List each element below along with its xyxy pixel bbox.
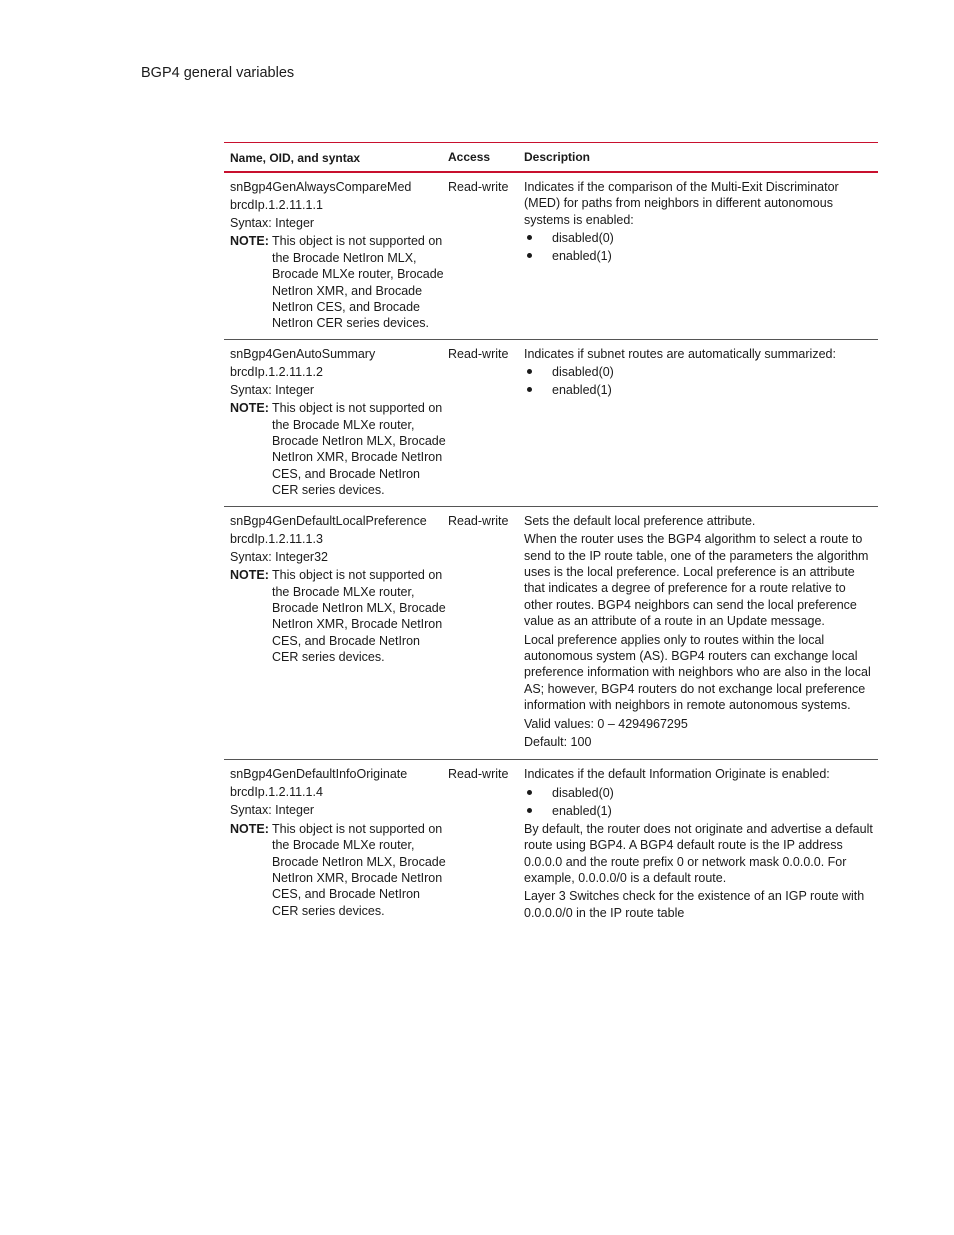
table-row xyxy=(224,173,878,340)
bullet-icon xyxy=(524,785,552,801)
note-label: NOTE: xyxy=(230,568,269,583)
cell-name-oid-syntax xyxy=(224,513,448,753)
page-header: BGP4 general variables xyxy=(141,65,295,81)
object-syntax: Syntax: Integer xyxy=(230,216,315,230)
description-paragraph: Valid values: 0 – 4294967295 xyxy=(524,716,688,731)
object-oid: brcdIp.1.2.11.1.4 xyxy=(230,785,323,800)
object-oid: brcdIp.1.2.11.1.2 xyxy=(230,364,323,379)
support-note xyxy=(230,567,448,665)
table-header-row xyxy=(224,143,878,173)
bullet-text: disabled(0) xyxy=(552,785,614,800)
object-name: snBgp4GenDefaultInfoOriginate xyxy=(230,767,408,782)
cell-description xyxy=(524,346,878,499)
object-oid: brcdIp.1.2.11.1.1 xyxy=(230,198,323,212)
bullet-item xyxy=(524,785,876,801)
note-text: This object is not supported on the Brocade MLXe router, Brocade NetIron MLX, Brocade NetIron XMR, Brocade NetIron CES, and Brocade NetIron CER series devices. xyxy=(272,401,446,498)
object-name: snBgp4GenDefaultLocalPreference xyxy=(230,513,427,528)
cell-description xyxy=(524,179,878,332)
cell-access: Read-write xyxy=(448,180,509,194)
bullet-text: enabled(1) xyxy=(552,383,612,398)
note-text: This object is not supported on the Brocade MLXe router, Brocade NetIron MLX, Brocade NetIron XMR, Brocade NetIron CES, and Brocade NetIron CER series devices. xyxy=(272,568,446,665)
description-paragraph: Layer 3 Switches check for the existence of an IGP route with 0.0.0.0/0 in the IP route table xyxy=(524,889,865,920)
description-paragraph: Indicates if subnet routes are automatically summarized: xyxy=(524,346,836,361)
bullet-item xyxy=(524,230,876,246)
note-label: NOTE: xyxy=(230,401,269,416)
bullet-item xyxy=(524,364,876,380)
cell-access: Read-write xyxy=(448,346,509,361)
description-paragraph: By default, the router does not originate and advertise a default route using BGP4. A BGP4 default route is the IP address 0.0.0.0 and the route prefix 0 or network mask 0.0.0.0. For example, 0.0.0.0/0 is a default route. xyxy=(524,821,873,885)
cell-access: Read-write xyxy=(448,767,509,782)
bullet-icon xyxy=(524,364,552,380)
bullet-item xyxy=(524,382,876,398)
header-access: Access xyxy=(448,150,491,164)
object-name: snBgp4GenAutoSummary xyxy=(230,346,376,361)
cell-name-oid-syntax xyxy=(224,346,448,499)
description-paragraph: Local preference applies only to routes within the local autonomous system (AS). BGP4 routers can exchange local preference information with neighbors who are also in the local AS; however, BGP4 routers do not exchange local preference information with neighbors in remote autonomous systems. xyxy=(524,632,871,713)
object-oid: brcdIp.1.2.11.1.3 xyxy=(230,531,323,546)
bullet-text: disabled(0) xyxy=(552,365,614,380)
note-label: NOTE: xyxy=(230,821,269,836)
cell-name-oid-syntax xyxy=(224,179,448,332)
support-note xyxy=(230,400,448,498)
bullet-icon xyxy=(524,803,552,819)
object-syntax: Syntax: Integer xyxy=(230,382,315,397)
description-paragraph: Default: 100 xyxy=(524,734,592,749)
bullet-text: disabled(0) xyxy=(552,231,614,246)
table-row xyxy=(224,340,878,507)
bullet-icon xyxy=(524,248,552,264)
table-row xyxy=(224,760,878,930)
mib-object-table xyxy=(224,142,878,930)
support-note xyxy=(230,233,448,331)
cell-description xyxy=(524,766,878,923)
note-text: This object is not supported on the Brocade NetIron MLX, Brocade MLXe router, Brocade NetIron XMR, and Brocade NetIron CES, and Brocade NetIron CER series devices. xyxy=(272,234,444,331)
support-note xyxy=(230,821,448,919)
description-paragraph: When the router uses the BGP4 algorithm to select a route to send to the IP route table, one of the parameters the algorithm uses is the local preference. Local preference is an attribute that indicates a degree of preference for a route relative to other routes. BGP4 neighbors can send the local preference value as an attribute of a route in an Update message. xyxy=(524,532,869,629)
cell-name-oid-syntax xyxy=(224,766,448,923)
cell-access: Read-write xyxy=(448,513,509,528)
header-name-oid-syntax: Name, OID, and syntax xyxy=(230,151,361,165)
bullet-icon xyxy=(524,230,552,246)
note-text: This object is not supported on the Brocade MLXe router, Brocade NetIron MLX, Brocade NetIron XMR, Brocade NetIron CES, and Brocade NetIron CER series devices. xyxy=(272,821,446,918)
note-label: NOTE: xyxy=(230,234,269,249)
object-syntax: Syntax: Integer xyxy=(230,803,315,818)
table-row xyxy=(224,507,878,761)
bullet-text: enabled(1) xyxy=(552,249,612,264)
cell-description xyxy=(524,513,878,753)
bullet-item xyxy=(524,803,876,819)
object-syntax: Syntax: Integer32 xyxy=(230,549,328,564)
header-description: Description xyxy=(524,150,591,164)
bullet-text: enabled(1) xyxy=(552,803,612,818)
description-paragraph: Sets the default local preference attribute. xyxy=(524,513,756,528)
bullet-icon xyxy=(524,382,552,398)
description-paragraph: Indicates if the default Information Originate is enabled: xyxy=(524,767,830,782)
table-body xyxy=(224,173,878,930)
description-paragraph: Indicates if the comparison of the Multi-Exit Discriminator (MED) for paths from neighbors in different autonomous systems is enabled: xyxy=(524,180,839,227)
object-name: snBgp4GenAlwaysCompareMed xyxy=(230,180,412,194)
bullet-item xyxy=(524,248,876,264)
